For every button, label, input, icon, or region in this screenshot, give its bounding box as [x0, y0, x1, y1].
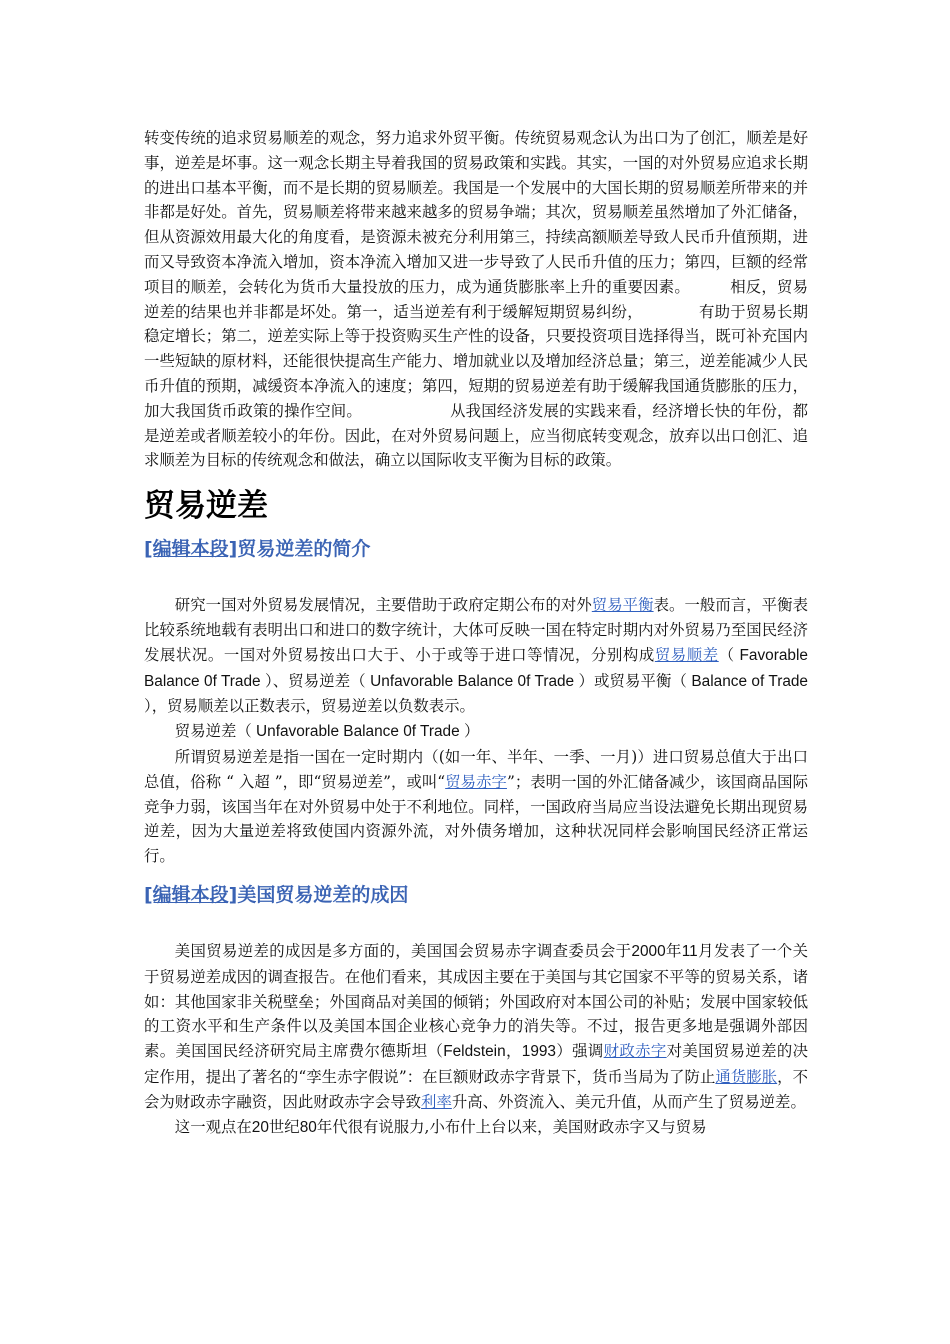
- number: 11: [681, 942, 698, 960]
- edit-section-link[interactable]: [编辑本段]: [144, 883, 238, 906]
- section-heading-causes: [144, 881, 808, 909]
- english-term: Unfavorable Balance 0f Trade: [251, 723, 464, 741]
- link-fiscal-deficit[interactable]: 财政赤字: [603, 1042, 667, 1061]
- text: 年代很有说服力,小布什上台以来，美国财政赤字又与贸易: [316, 1117, 707, 1136]
- section-heading-text: 贸易逆差的简介: [237, 538, 371, 561]
- link-interest-rate[interactable]: 利率: [421, 1092, 452, 1111]
- intro-text-part-d: 从我国经济发展的实践来看，经济增长快的年份，都是逆差或者顺差较小的年份。因此，在对外贸易问题上，应当彻底转变观念，放弃以出口创汇、追求顺差为目标的传统观念和做法，确立以国际收支平衡为目标的政策。: [144, 401, 808, 470]
- intro-paragraph: [144, 126, 808, 473]
- text: 贸易逆差（: [174, 722, 252, 741]
- text: 世纪: [268, 1117, 300, 1136]
- section1-paragraph-1: [144, 593, 808, 719]
- text: 美国贸易逆差的成因是多方面的，美国国会贸易赤字调查委员会于: [174, 941, 632, 960]
- text: 这一观点在: [174, 1117, 252, 1136]
- text: ）、贸易逆差（: [264, 671, 366, 690]
- english-term: Favorable Balance 0f Trade: [144, 646, 808, 690]
- section2-paragraph-1: [144, 939, 808, 1115]
- text: ”；表明一国的外汇储备减少，该国商品国际竞争力弱，该国当年在对外贸易中处于不利地位。同样，一国政府当局应当设法避免长期出现贸易逆差，因为大量逆差将致使国内资源外流，对外债务增加，这种状况同样会影响国民经济正常运行。: [144, 772, 808, 866]
- text: 年: [665, 941, 682, 960]
- citation: Feldstein，1993: [443, 1043, 556, 1061]
- intro-text-part-b: 相反，贸易逆差的结果也并非都是坏处。第一，适当逆差有利于缓解短期贸易纠纷，: [144, 277, 808, 321]
- link-trade-surplus[interactable]: 贸易顺差: [654, 645, 719, 664]
- edit-section-link[interactable]: [编辑本段]: [144, 538, 238, 561]
- article-title: 贸易逆差: [144, 488, 268, 525]
- text: ）或贸易平衡（: [578, 671, 688, 690]
- section-heading-intro: [144, 535, 808, 563]
- link-inflation[interactable]: 通货膨胀: [715, 1067, 778, 1086]
- text: 研究一国对外贸易发展情况，主要借助于政府定期公布的对外: [174, 596, 592, 615]
- text: 对美国贸易逆差的决定作用，提出了著名的“孪生赤字假说”：在巨额财政赤字背景下，货币当局为了防止: [144, 1042, 808, 1086]
- text: ）强调: [556, 1042, 604, 1061]
- text: （: [718, 645, 735, 664]
- english-term: Balance of Trade: [687, 672, 808, 690]
- text: 所谓贸易逆差是指一国在一定时期内（(如一年、半年、一季、一月)）进口贸易总值大于出口总值，俗称 “ 入超 ”，即“贸易逆差”，或叫“: [144, 747, 808, 791]
- section-heading-text: 美国贸易逆差的成因: [237, 883, 409, 906]
- text: 月发表了一个关于贸易逆差成因的调查报告。在他们看来，其成因主要在于美国与其它国家不平等的贸易关系，诸如：其他国家非关税壁垒；外国商品对美国的倾销；外国政府对本国公司的补贴；发展中国家较低的工资水平和生产条件以及美国本国企业核心竞争力的消失等。不过，报告更多地是强调外部因素。美国国民经济研究局主席费尔德斯坦（: [144, 941, 808, 1061]
- link-trade-deficit[interactable]: 贸易赤字: [445, 772, 507, 791]
- number: 2000: [631, 942, 666, 960]
- section2-paragraph-2: [144, 1115, 808, 1141]
- text: 表。一般而言，平衡表比较系统地载有表明出口和进口的数字统计，大体可反映一国在特定时期内对外贸易乃至国民经济发展状况。一国对外贸易按出口大于、小于或等于进口等情况，分别构成: [144, 596, 808, 664]
- section1-paragraph-2: [144, 719, 808, 745]
- number: 20: [251, 1118, 269, 1136]
- english-term: Unfavorable Balance 0f Trade: [365, 672, 579, 690]
- document-page: [144, 126, 808, 1140]
- text: 升高、外资流入、美元升值，从而产生了贸易逆差。: [451, 1092, 806, 1111]
- text: ），贸易顺差以正数表示，贸易逆差以负数表示。: [144, 697, 475, 716]
- intro-text-part-a: 转变传统的追求贸易顺差的观念，努力追求外贸平衡。传统贸易观念认为出口为了创汇，顺差是好事，逆差是坏事。这一观念长期主导着我国的贸易政策和实践。其实，一国的对外贸易应追求长期的进出口基本平衡，而不是长期的贸易顺差。我国是一个发展中的大国长期的贸易顺差所带来的并非都是好处。首先，贸易顺差将带来越来越多的贸易争端；其次，贸易顺差虽然增加了外汇储备，但从资源效用最大化的角度看，是资源未被充分利用第三，持续高额顺差导致人民币升值预期，进而又导致资本净流入增加，资本净流入增加又进一步导致了人民币升值的压力；第四，巨额的经常项目的顺差，会转化为货币大量投放的压力，成为通货膨胀率上升的重要因素。: [144, 129, 808, 296]
- link-trade-balance[interactable]: 贸易平衡: [591, 596, 654, 615]
- number: 80: [299, 1118, 317, 1136]
- section1-paragraph-3: [144, 745, 808, 869]
- intro-text-part-c: 有助于贸易长期稳定增长；第二，逆差实际上等于投资购买生产性的设备，只要投资项目选择得当，既可补充国内一些短缺的原材料，还能很快提高生产能力、增加就业以及增加经济总量；第三，逆差能减少人民币升值的预期，减缓资本净流入的速度；第四，短期的贸易逆差有助于缓解我国通货膨胀的压力，加大我国货币政策的操作空间。: [144, 302, 808, 420]
- text: ）: [463, 722, 480, 741]
- text: ，不会为财政赤字融资，因此财政赤字会导致: [144, 1067, 808, 1111]
